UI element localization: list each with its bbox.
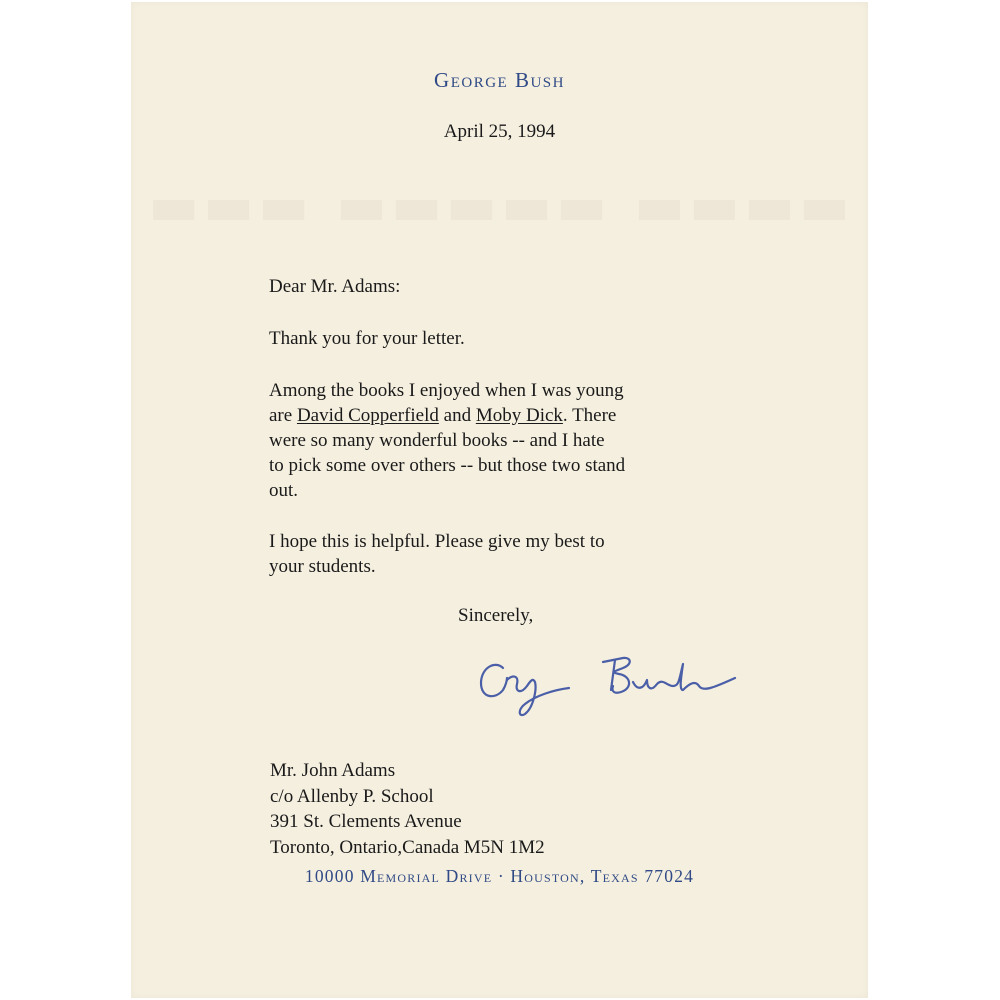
paragraph-line: your students. — [269, 556, 376, 577]
paragraph-line: Among the books I enjoyed when I was young — [269, 380, 624, 401]
closing: Sincerely, — [458, 605, 534, 626]
recipient-name: Mr. John Adams — [270, 760, 396, 781]
handwritten-signature — [473, 638, 743, 728]
paragraph-closing — [269, 529, 605, 579]
book-title-david-copperfield: David Copperfield — [296, 405, 439, 426]
text-fragment: . There — [562, 405, 617, 426]
letter-page — [131, 2, 868, 998]
thanks-line: Thank you for your letter. — [269, 328, 465, 349]
letterhead-name: George Bush — [434, 68, 565, 92]
paragraph-line-books — [269, 403, 625, 428]
text-fragment: and — [438, 405, 476, 426]
recipient-city: Toronto, Ontario,Canada M5N 1M2 — [270, 836, 545, 858]
recipient-street: 391 St. Clements Avenue — [270, 811, 462, 832]
letterhead-address: 10000 Memorial Drive · Houston, Texas 77024 — [304, 866, 695, 886]
paragraph-line: out. — [269, 480, 299, 501]
text-fragment: are — [269, 405, 297, 426]
salutation: Dear Mr. Adams: — [269, 276, 401, 297]
letter-date: April 25, 1994 — [443, 121, 556, 142]
book-title-moby-dick: Moby Dick — [475, 405, 563, 426]
recipient-address — [270, 758, 545, 860]
paragraph-books — [269, 378, 625, 503]
bleed-through-watermark: ▬▬▬ ▬▬▬▬▬ ▬▬▬▬ — [148, 174, 854, 237]
paragraph-line: were so many wonderful books -- and I hate — [269, 430, 605, 451]
recipient-care-of: c/o Allenby P. School — [270, 785, 434, 807]
paragraph-line: I hope this is helpful. Please give my best to — [269, 531, 605, 552]
paragraph-line: to pick some over others -- but those two stand — [269, 455, 626, 476]
